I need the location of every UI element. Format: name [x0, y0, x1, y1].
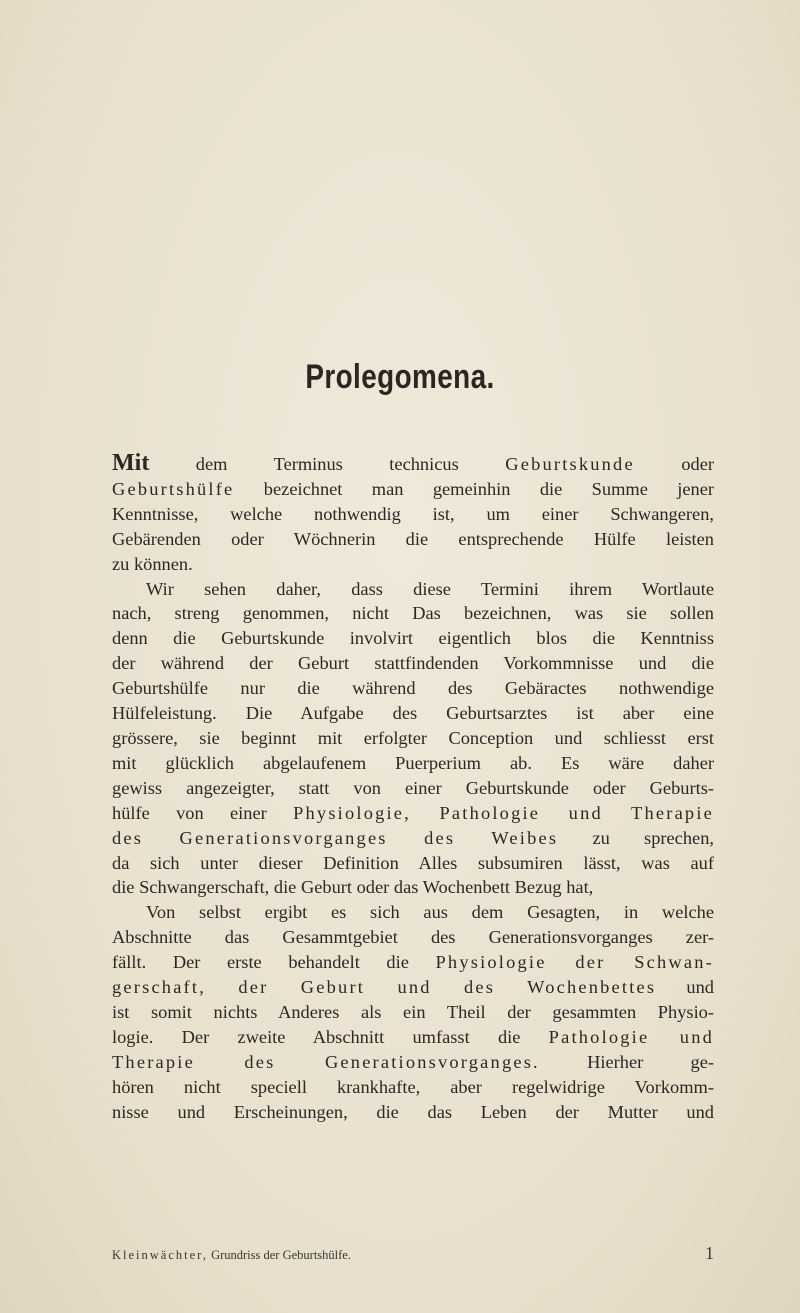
text-line: Geburtshülfe nur die während des Gebäractes nothwendige [112, 678, 714, 699]
text-line: Gebärenden oder Wöchnerin die entsprechende Hülfe leisten [112, 528, 714, 549]
footer-citation [112, 1248, 351, 1263]
text-line: der während der Geburt stattfindenden Vorkommnisse und die [112, 653, 714, 674]
text-line: grössere, sie beginnt mit erfolgter Conception und schliesst erst [112, 727, 714, 748]
footer-author: Kleinwächter, [112, 1248, 208, 1262]
text-line: hören nicht speciell krankhafte, aber regelwidrige Vorkomm- [112, 1076, 714, 1097]
initial-word: Mit [112, 450, 150, 476]
text-line: gewiss angezeigter, statt von einer Geburtskunde oder Geburts- [112, 777, 714, 798]
text-line: nach, streng genommen, nicht Das bezeichnen, was sie sollen [112, 603, 714, 624]
text-line: logie. Der zweite Abschnitt umfasst die Pathologie und [112, 1026, 714, 1047]
text-line: denn die Geburtskunde involvirt eigentlich blos die Kenntniss [112, 628, 714, 649]
text-line: ist somit nichts Anderes als ein Theil der gesammten Physio- [112, 1001, 714, 1022]
body-text [112, 451, 714, 1124]
chapter-title: Prolegomena. [305, 358, 495, 396]
text-line: mit glücklich abgelaufenem Puerperium ab. Es wäre daher [112, 752, 714, 773]
text-line: da sich unter dieser Definition Alles subsumiren lässt, was auf [112, 852, 714, 873]
text-line: gerschaft, der Geburt und des Wochenbettes und [112, 977, 715, 998]
text-line: Hülfeleistung. Die Aufgabe des Geburtsarztes ist aber eine [112, 703, 714, 724]
text-line: Mit dem Terminus technicus Geburtskunde oder [112, 450, 714, 476]
text-line: zu können. [112, 553, 193, 574]
text-line: Therapie des Generationsvorganges. Hierher ge- [112, 1051, 714, 1072]
text-line: die Schwangerschaft, die Geburt oder das Wochenbett Bezug hat, [112, 877, 594, 898]
page-number: 1 [705, 1243, 714, 1263]
text-line: Von selbst ergibt es sich aus dem Gesagten, in welche [146, 902, 714, 923]
text-line: des Generationsvorganges des Weibes zu sprechen, [112, 827, 714, 848]
text-line: Wir sehen daher, dass diese Termini ihrem Wortlaute [146, 578, 714, 599]
text-line: Abschnitte das Gesammtgebiet des Generationsvorganges zer- [112, 927, 714, 948]
text-line: fällt. Der erste behandelt die Physiologie der Schwan- [112, 952, 714, 973]
text-line: hülfe von einer Physiologie, Pathologie und Therapie [112, 802, 714, 823]
footer-work: Grundriss der Geburtshülfe. [207, 1248, 351, 1262]
text-line: Kenntnisse, welche nothwendig ist, um einer Schwangeren, [112, 503, 714, 524]
page-footer [112, 1243, 714, 1264]
text-line: Geburtshülfe bezeichnet man gemeinhin die Summe jener [112, 478, 714, 499]
text-line: nisse und Erscheinungen, die das Leben der Mutter und [112, 1101, 714, 1122]
